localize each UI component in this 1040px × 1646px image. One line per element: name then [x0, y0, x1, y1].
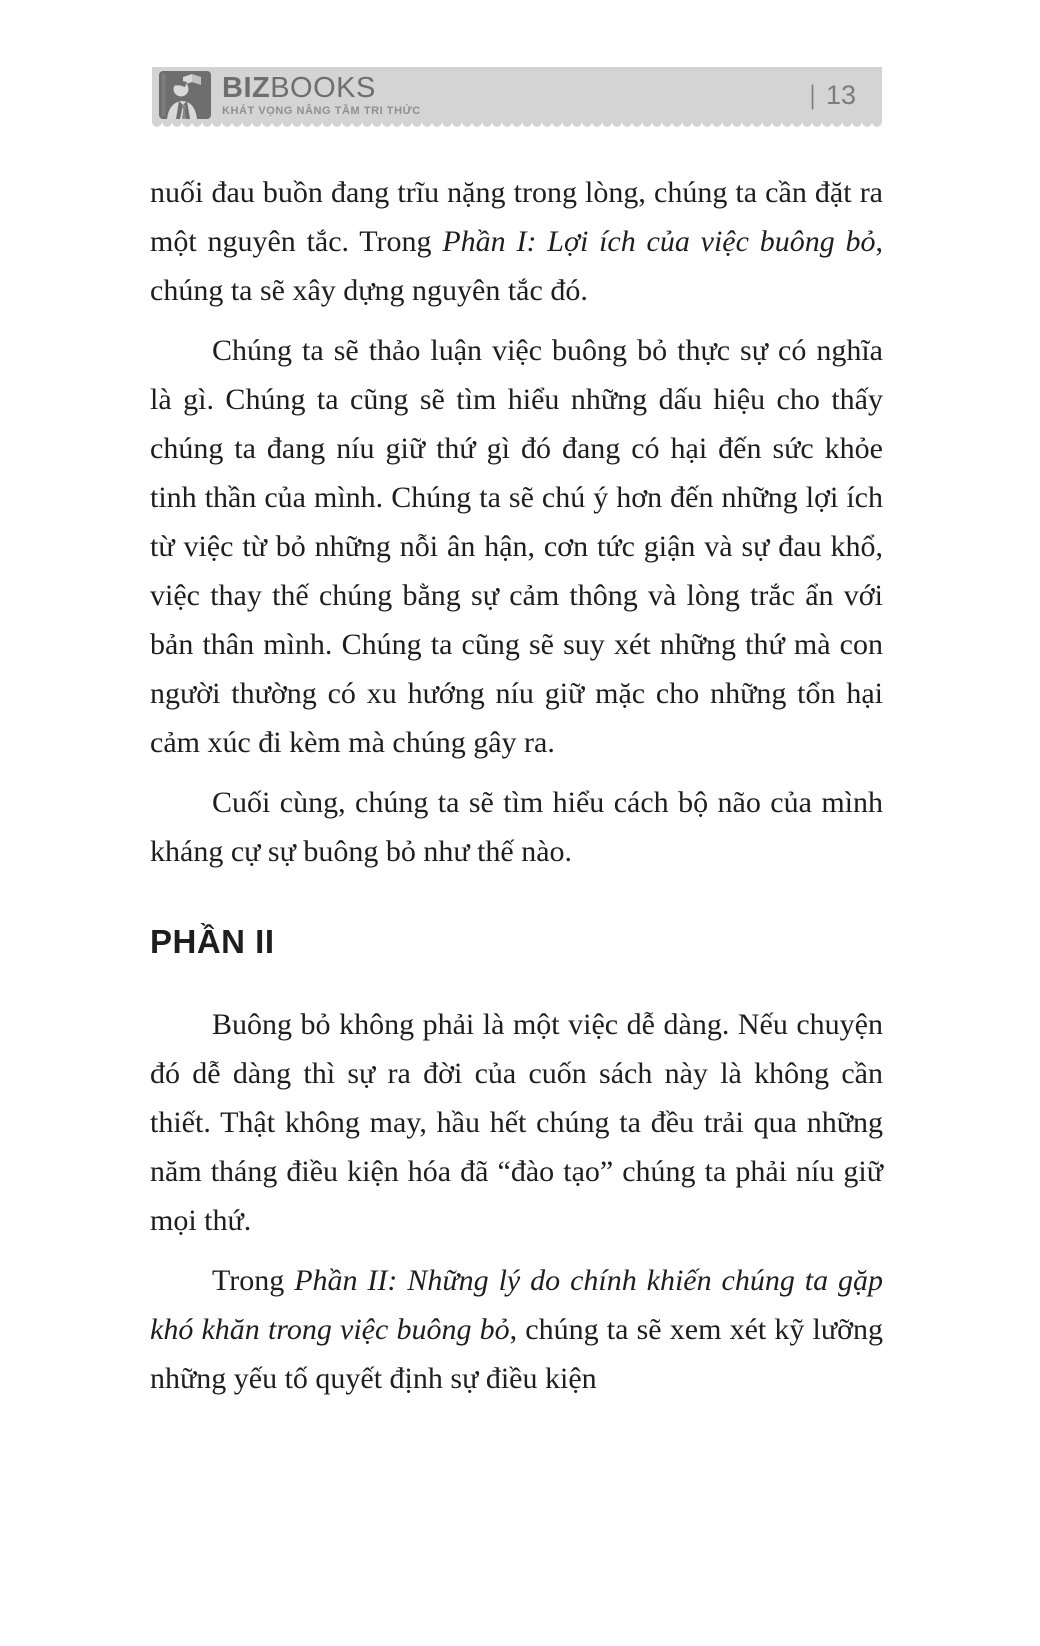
page-body [150, 168, 883, 1414]
section-heading: PHẦN II [150, 923, 275, 960]
text-run: nuối đau buồn đang trĩu nặng trong lòng, chúng ta cần đặt ra một nguyên tắc. Trong [150, 176, 883, 258]
page-number [809, 80, 856, 111]
text-run: Chúng ta sẽ thảo luận việc buông bỏ thực sự có nghĩa là gì. Chúng ta cũng sẽ tìm hiểu những dấu hiệu cho thấy chúng ta đang níu giữ thứ gì đó đang có hại đến sức khỏe tinh thần của mình. Chúng ta sẽ chú ý hơn đến những lợi ích từ việc từ bỏ những nỗi ân hận, cơn tức giận và sự đau khổ, việc thay thế chúng bằng sự cảm thông và lòng trắc ẩn với bản thân mình. Chúng ta cũng sẽ suy xét những thứ mà con người thường có xu hướng níu giữ mặc cho những tổn hại cảm xúc đi kèm mà chúng gây ra. [150, 334, 883, 759]
text-run: Buông bỏ không phải là một việc dễ dàng. Nếu chuyện đó dễ dàng thì sự ra đời của cuốn sách này là không cần thiết. Thật không may, hầu hết chúng ta đều trải qua những năm tháng điều kiện hóa đã “đào tạo” chúng ta phải níu giữ mọi thứ. [150, 1008, 883, 1237]
publisher-header-bar [152, 67, 882, 123]
person-reading-book-icon [159, 71, 211, 119]
page-number-value: 13 [825, 79, 856, 110]
paragraph [150, 778, 883, 876]
brand-tagline: KHÁT VỌNG NÂNG TẦM TRI THỨC [222, 104, 421, 117]
text-run: , chúng ta sẽ xây dựng nguyên tắc đó. [150, 225, 884, 307]
text-run: Cuối cùng, chúng ta sẽ tìm hiểu cách bộ não của mình kháng cự sự buông bỏ như thế nào. [150, 786, 883, 868]
italic-text-run: Phần II: Những lý do chính khiến chúng ta gặp khó khăn trong việc buông bỏ [150, 1264, 883, 1346]
brand-name [222, 71, 421, 104]
page-number-separator: | [809, 79, 816, 110]
paragraph [150, 1256, 883, 1403]
brand-name-books: BOOKS [270, 71, 376, 104]
paragraph [150, 168, 883, 315]
paragraph [150, 326, 883, 767]
paragraph [150, 1000, 883, 1245]
text-run: , chúng ta sẽ xem xét kỹ lưỡng những yếu tố quyết định sự điều kiện [150, 1313, 884, 1395]
text-run: Trong [212, 1264, 295, 1297]
brand-name-biz: BIZ [222, 71, 271, 104]
brand-block [222, 71, 421, 117]
italic-text-run: Phần I: Lợi ích của việc buông bỏ [442, 225, 876, 258]
